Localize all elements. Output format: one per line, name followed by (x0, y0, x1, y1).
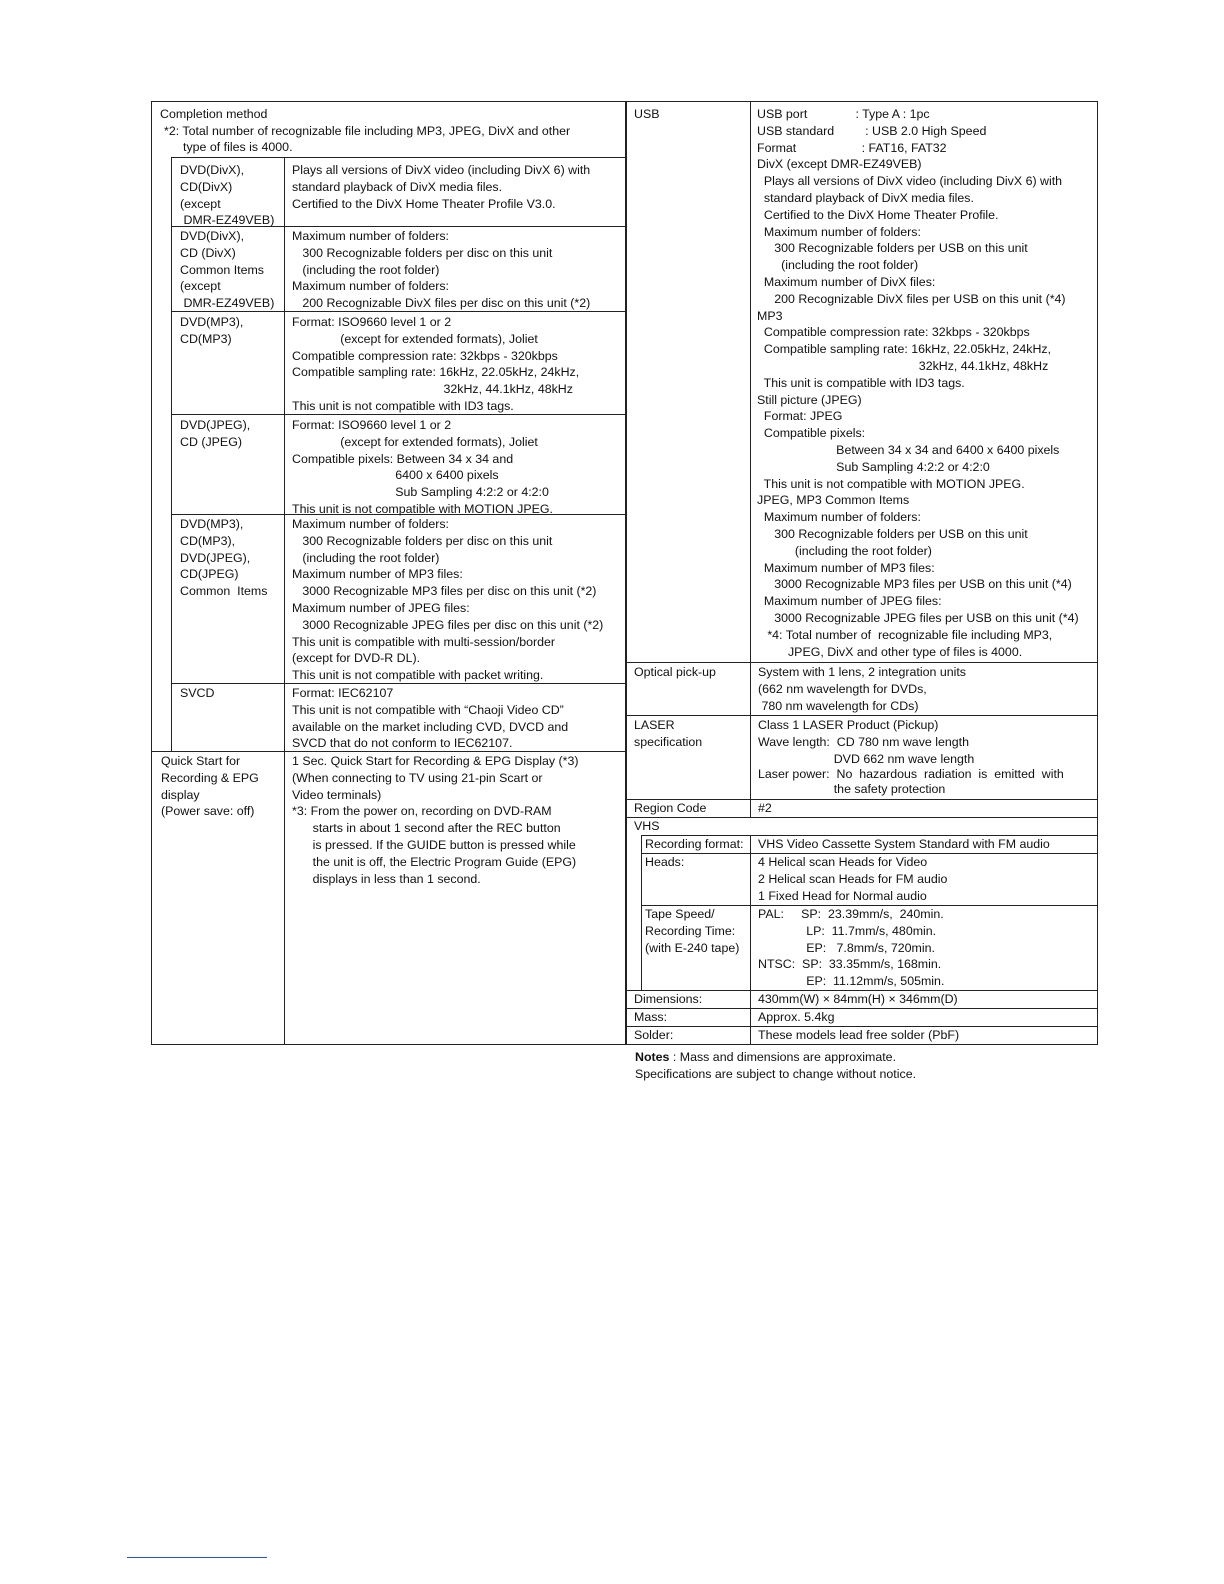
row-label-usb: USB (634, 107, 660, 121)
vhs-recording-format-value: VHS Video Cassette System Standard with FM audio (758, 837, 1050, 851)
row-text-svcd: Format: IEC62107 This unit is not compatible with “Chaoji Video CD” available on the market including CVD, DVCD and SVCD that do not conform to IEC62107. (292, 686, 569, 751)
completion-note-line-2: type of files is 4000. (183, 140, 293, 154)
row-text-mp3: Format: ISO9660 level 1 or 2 (except for extended formats), Joliet Compatible compression rate: 32kbps - 320kbps Compatible sampling rate: 16kHz, 22.05kHz, 24kHz, 32kHz, 44.1kHz, 48kHz This unit is not compatible with ID3 tags. (292, 315, 580, 413)
row-label-divx: DVD(DivX), CD(DivX) (except DMR-EZ49VEB) (180, 163, 275, 228)
row-label-divx-common: DVD(DivX), CD (DivX) Common Items (except DMR-EZ49VEB) (180, 229, 275, 311)
row-divider (626, 715, 1098, 716)
notes-line-2: Specifications are subject to change without notice. (635, 1067, 917, 1081)
row-label-optical-pickup: Optical pick-up (634, 665, 716, 679)
row-text-divx: Plays all versions of DivX video (including DivX 6) with standard playback of DivX media files. Certified to the DivX Home Theater Profile V3.0. (292, 163, 591, 211)
row-text-jpeg: Format: ISO9660 level 1 or 2 (except for extended formats), Joliet Compatible pixels: Between 34 x 34 and 6400 x 6400 pixels Sub Sampling 4:2:2 or 4:2:0 This unit is not compatible with MOTION JPEG. (292, 418, 553, 516)
notes-line-1 (635, 1049, 896, 1066)
row-label-dimensions: Dimensions: (634, 992, 703, 1006)
row-value-region-code: #2 (758, 801, 772, 815)
row-divider (171, 157, 626, 158)
notes-text-1: : Mass and dimensions are approximate. (669, 1050, 897, 1064)
vhs-heads-value: 4 Helical scan Heads for Video 2 Helical scan Heads for FM audio 1 Fixed Head for Normal audio (758, 855, 948, 903)
row-label-region-code: Region Code (634, 801, 707, 815)
row-value-dimensions: 430mm(W) × 84mm(H) × 346mm(D) (758, 992, 958, 1006)
row-value-solder: These models lead free solder (PbF) (758, 1028, 960, 1042)
vhs-tape-speed-label: Tape Speed/ Recording Time: (with E-240 tape) (645, 907, 740, 955)
row-text-divx-common: Maximum number of folders: 300 Recognizable folders per disc on this unit (including the root folder) Maximum number of folders: 200 Recognizable DivX files per disc on this unit (*2) (292, 229, 591, 311)
row-text-laser: Class 1 LASER Product (Pickup) Wave length: CD 780 nm wave length DVD 662 nm wave length Laser power: No hazardous radiation is emitted with the safety protection (758, 718, 1064, 797)
row-label-mp3: DVD(MP3), CD(MP3) (180, 315, 244, 346)
row-label-vhs: VHS (634, 819, 660, 833)
row-label-mp3-jpeg-common: DVD(MP3), CD(MP3), DVD(JPEG), CD(JPEG) Common Items (180, 517, 268, 599)
notes-title: Notes (635, 1050, 670, 1064)
completion-method-title: Completion method (160, 107, 268, 121)
left-column-divider (284, 157, 285, 1045)
row-text-mp3-jpeg-common: Maximum number of folders: 300 Recognizable folders per disc on this unit (including the root folder) Maximum number of MP3 files: 3000 Recognizable MP3 files per disc on this unit (*2) Maximum number of JPEG files: 3000 Recognizable JPEG files per disc on this unit (*2) This unit is compatible with multi-session/border (except for DVD-R DL). This unit is not compatible with packet writing. (292, 517, 604, 683)
right-column-divider (750, 835, 751, 1045)
row-label-laser: LASER specification (634, 718, 703, 749)
row-divider (626, 662, 1098, 663)
right-column-divider (750, 101, 751, 817)
row-divider (626, 1008, 1098, 1009)
vhs-recording-format-label: Recording format: (645, 837, 744, 851)
row-text-quick-start: 1 Sec. Quick Start for Recording & EPG Display (*3) (When connecting to TV using 21-pin Scart or Video terminals) *3: From the power on, recording on DVD-RAM starts in about 1 second after the REC button is pressed. If the GUIDE button is pressed while the unit is off, the Electric Program Guide (EPG) displays in less than 1 second. (292, 754, 579, 886)
row-text-usb: USB port : Type A : 1pc USB standard : USB 2.0 High Speed Format : FAT16, FAT32 DivX (except DMR-EZ49VEB) Plays all versions of DivX video (including DivX 6) with standard playback of DivX media files. Certified to the DivX Home Theater Profile. Maximum number of folders: 300 Recognizable folders per USB on this unit (including the root folder) Maximum number of DivX files: 200 Recognizable DivX files per USB on this unit (*4) MP3 Compatible compression rate: 32kbps - 320kbps Compatible sampling rate: 16kHz, 22.05kHz, 24kHz, 32kHz, 44.1kHz, 48kHz This unit is compatible with ID3 tags. Still picture (JPEG) Format: JPEG Compatible pixels: Between 34 x 34 and 6400 x 6400 pixels Sub Sampling 4:2:2 or 4:2:0 This unit is not compatible with MOTION JPEG. JPEG, MP3 Common Items Maximum number of folders: 300 Recognizable folders per USB on this unit (including the root folder) Maximum number of MP3 files: 3000 Recognizable MP3 files per USB on this unit (*4) Maximum number of JPEG files: 3000 Recognizable JPEG files per USB on this unit (*4) *4: Total number of recognizable file including MP3, JPEG, DivX and other type of files is 4000. (757, 107, 1079, 659)
row-label-jpeg: DVD(JPEG), CD (JPEG) (180, 418, 251, 449)
vhs-tape-speed-value: PAL: SP: 23.39mm/s, 240min. LP: 11.7mm/s, 480min. EP: 7.8mm/s, 720min. NTSC: SP: 33.35mm/s, 168min. EP: 11.12mm/s, 505min. (758, 907, 945, 989)
vhs-inner-left-border (641, 835, 642, 990)
row-text-optical-pickup: System with 1 lens, 2 integration units (662 nm wavelength for DVDs, 780 nm wavelength for CDs) (758, 665, 966, 713)
completion-note-line-1: *2: Total number of recognizable file including MP3, JPEG, DivX and other (164, 124, 571, 138)
footer-rule (127, 1557, 267, 1558)
row-label-quick-start: Quick Start for Recording & EPG display (Power save: off) (161, 754, 259, 819)
inner-table-left-border (171, 157, 172, 751)
row-label-solder: Solder: (634, 1028, 674, 1042)
row-divider (626, 817, 1098, 818)
vhs-heads-label: Heads: (645, 855, 685, 869)
row-label-mass: Mass: (634, 1010, 668, 1024)
row-value-mass: Approx. 5.4kg (758, 1010, 835, 1024)
row-label-svcd: SVCD (180, 686, 215, 700)
